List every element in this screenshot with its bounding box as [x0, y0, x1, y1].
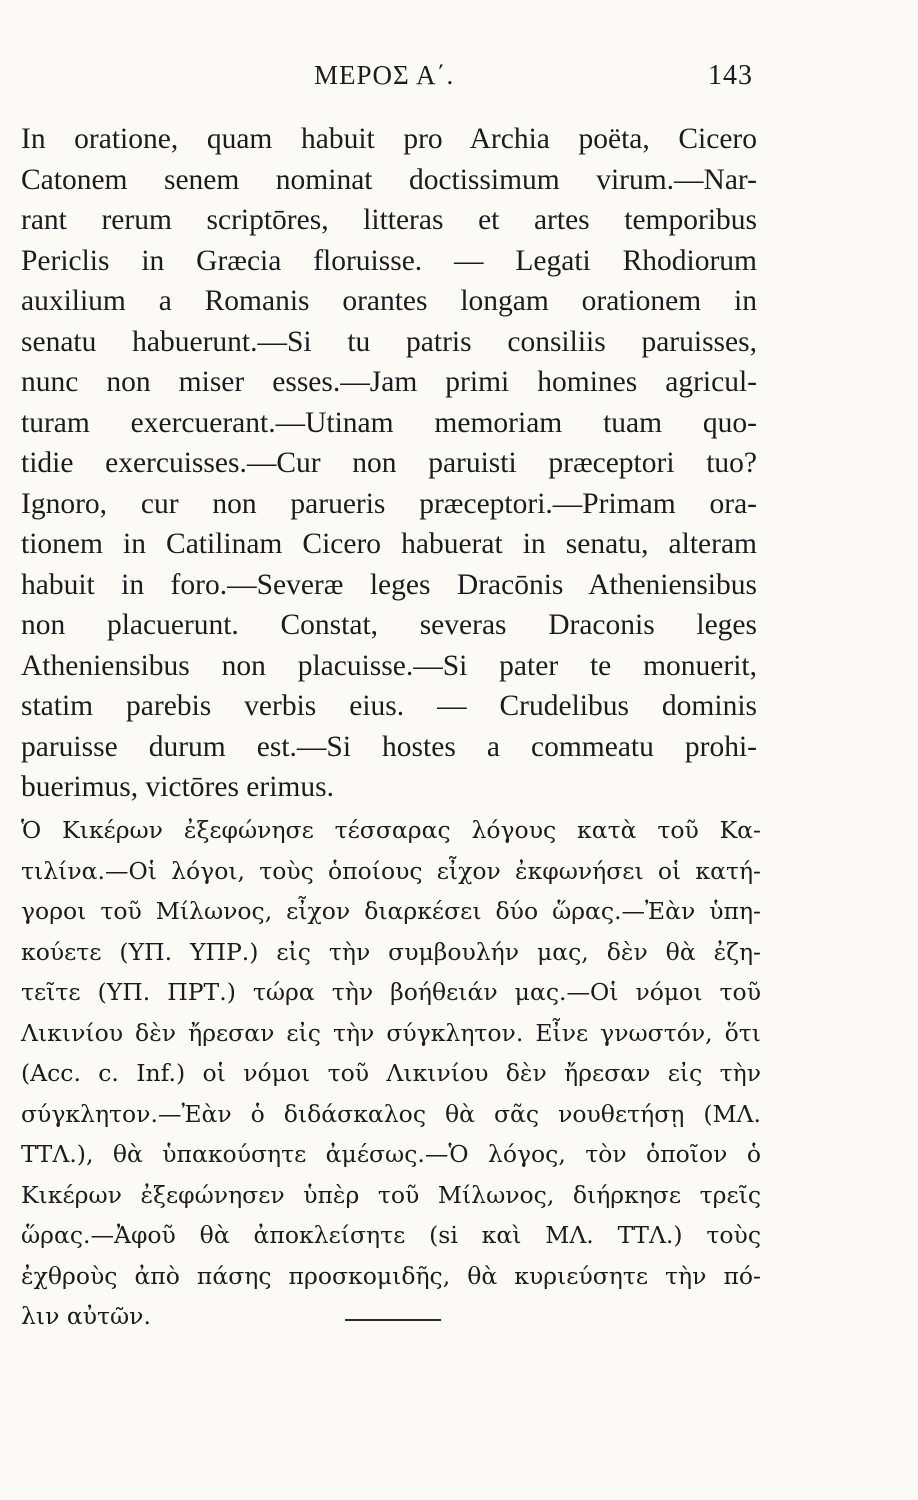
text-line: buerimus, victōres erimus. — [21, 771, 334, 803]
text-line: Catonem senem nominat doctissimum virum.—Nar- — [21, 163, 757, 196]
text-line: Atheniensibus non placuisse.—Si pater te monuerit, — [21, 649, 757, 682]
text-line: τιλίνα.—Οἱ λόγοι, τοὺς ὁποίους εἶχον ἐκφωνήσει οἱ κατή- — [21, 856, 761, 885]
text-line: Periclis in Græcia floruisse. — Legati Rhodiorum — [21, 244, 757, 277]
section-title: ΜΕΡΟΣ Α΄. — [314, 60, 455, 90]
text-line: habuit in foro.—Severæ leges Dracōnis Atheniensibus — [21, 568, 757, 601]
text-line: (Acc. c. Inf.) οἱ νόμοι τοῦ Λικινίου δὲν ἤρεσαν εἰς τὴν — [21, 1059, 761, 1087]
text-line: Κικέρων ἐξεφώνησεν ὑπὲρ τοῦ Μίλωνος, διήρκησε τρεῖς — [21, 1180, 761, 1209]
text-line: tidie exercuisses.—Cur non paruisti præceptori tuo? — [21, 447, 757, 479]
text-line: senatu habuerunt.—Si tu patris consiliis paruisses, — [21, 325, 757, 358]
text-line: rant rerum scriptōres, litteras et artes temporibus — [21, 204, 757, 236]
text-line: nunc non miser esses.—Jam primi homines agricul- — [21, 366, 757, 398]
text-line: κούετε (ΥΠ. ΥΠΡ.) εἰς τὴν συμβουλήν μας, δὲν θὰ ἐζη- — [21, 937, 761, 966]
greek-exercise-text — [21, 810, 761, 1337]
text-line: auxilium a Romanis orantes longam orationem in — [21, 285, 757, 317]
text-line: Λικινίου δὲν ἤρεσαν εἰς τὴν σύγκλητον. Εἶνε γνωστόν, ὅτι — [21, 1018, 761, 1047]
text-line: ΤΤΛ.), θὰ ὑπακούσητε ἀμέσως.—Ὁ λόγος, τὸν ὁποῖον ὁ — [21, 1140, 761, 1168]
text-line: In oratione, quam habuit pro Archia poëta, Cicero — [21, 123, 757, 155]
text-line: turam exercuerant.—Utinam memoriam tuam quo- — [21, 406, 757, 439]
text-line: γοροι τοῦ Μίλωνος, εἶχον διαρκέσει δύο ὥρας.—Ἐὰν ὑπη- — [21, 897, 761, 925]
text-line: ὥρας.—Ἀφοῦ θὰ ἀποκλείσητε (si καὶ ΜΛ. ΤΤΛ.) τοὺς — [21, 1221, 761, 1249]
running-head — [0, 60, 918, 92]
text-line: σύγκλητον.—Ἐὰν ὁ διδάσκαλος θὰ σᾶς νουθετήσῃ (ΜΛ. — [21, 1099, 761, 1128]
latin-exercise-text — [21, 119, 757, 808]
text-line: λιν αὐτῶν. — [21, 1302, 151, 1330]
end-rule — [345, 1319, 441, 1321]
text-line: ἐχθροὺς ἀπὸ πάσης προσκομιδῆς, θὰ κυριεύσητε τὴν πό- — [21, 1261, 761, 1290]
text-line: Ὁ Κικέρων ἐξεφώνησε τέσσαρας λόγους κατὰ τοῦ Κα- — [21, 816, 761, 844]
page-number: 143 — [708, 60, 753, 91]
text-line: τεῖτε (ΥΠ. ΠΡΤ.) τώρα τὴν βοήθειάν μας.—Οἱ νόμοι τοῦ — [21, 978, 761, 1006]
text-line: statim parebis verbis eius. — Crudelibus dominis — [21, 690, 757, 722]
text-line: non placuerunt. Constat, severas Draconis leges — [21, 609, 757, 641]
text-line: Ignoro, cur non parueris præceptori.—Primam ora- — [21, 487, 757, 520]
text-line: paruisse durum est.—Si hostes a commeatu prohi- — [21, 730, 757, 763]
text-line: tionem in Catilinam Cicero habuerat in senatu, alteram — [21, 528, 757, 560]
